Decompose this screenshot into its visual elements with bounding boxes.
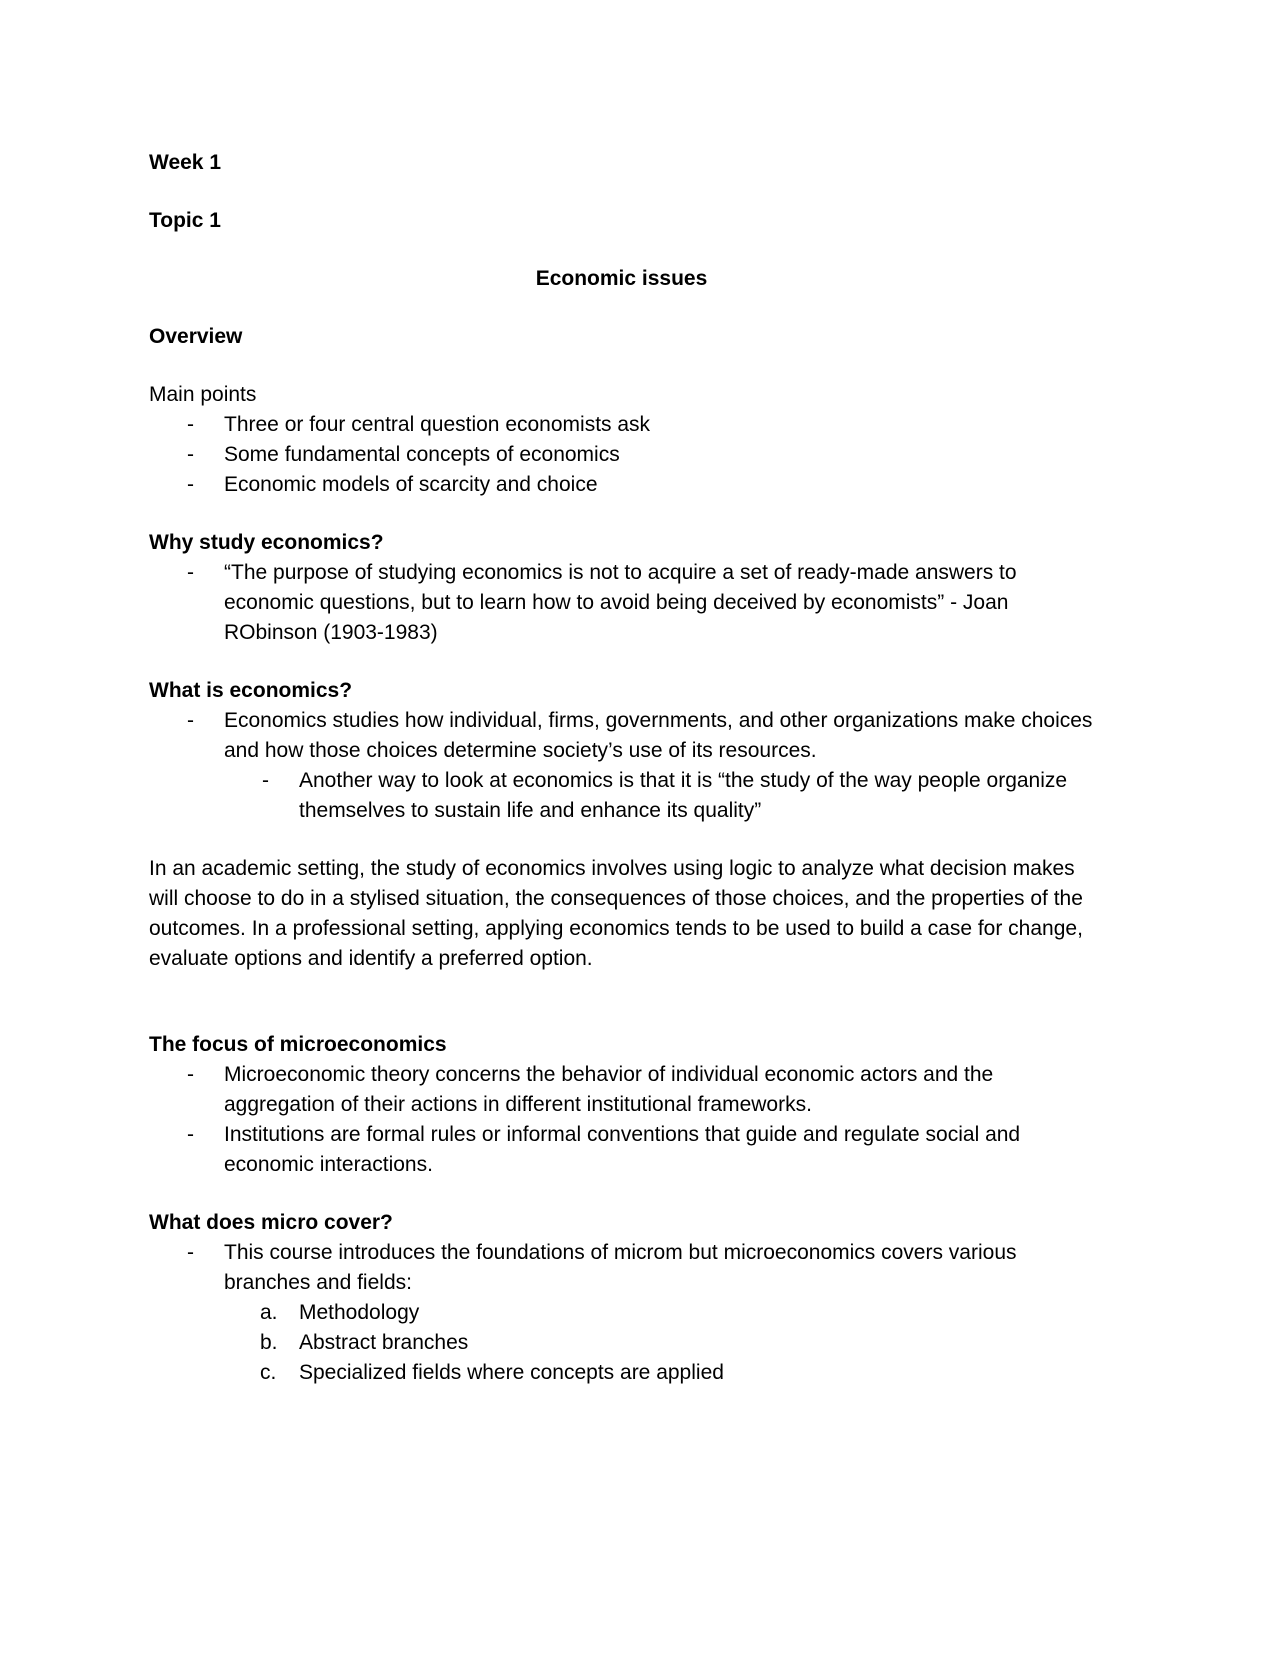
list-item: - Economics studies how individual, firms, governments, and other organizations make choices and how those choices determine society’s use of its resources. xyxy=(149,706,1094,766)
list-item: a. Methodology xyxy=(149,1298,1094,1328)
dash-marker: - xyxy=(262,769,269,792)
dash-marker: - xyxy=(187,443,194,466)
week-label: Week 1 xyxy=(149,151,221,174)
academic-paragraph: In an academic setting, the study of economics involves using logic to analyze what decision makes will choose to do in a stylised situation, the consequences of those choices, and the properties of the outcomes. In a professional setting, applying economics tends to be used to build a case for change, evaluate options and identify a preferred option. xyxy=(149,857,1083,970)
dash-marker: - xyxy=(187,473,194,496)
what-is-sublist xyxy=(149,766,1094,826)
main-points-list xyxy=(149,410,1094,500)
dash-marker: - xyxy=(187,1241,194,1264)
document-title: Economic issues xyxy=(535,267,708,290)
what-is-section xyxy=(149,676,1094,826)
focus-micro-heading: The focus of microeconomics xyxy=(149,1033,447,1056)
main-points-label: Main points xyxy=(149,383,257,406)
dash-marker: - xyxy=(187,413,194,436)
focus-micro-section xyxy=(149,1030,1094,1180)
overview-heading: Overview xyxy=(149,325,243,348)
topic-label: Topic 1 xyxy=(149,209,221,232)
list-marker: a. xyxy=(260,1301,278,1324)
list-item: - Economic models of scarcity and choice xyxy=(149,470,1094,500)
micro-cover-sublist xyxy=(149,1298,1094,1388)
why-study-heading: Why study economics? xyxy=(149,531,384,554)
dash-marker: - xyxy=(187,1123,194,1146)
list-item: - “The purpose of studying economics is not to acquire a set of ready-made answers to economic questions, but to learn how to avoid being deceived by economists” - Joan RObinson (1903-1983) xyxy=(149,558,1094,648)
overview-section xyxy=(149,322,1094,500)
micro-cover-list xyxy=(149,1238,1094,1298)
micro-cover-section xyxy=(149,1208,1094,1388)
list-item: - Some fundamental concepts of economics xyxy=(149,440,1094,470)
what-is-list xyxy=(149,706,1094,766)
list-marker: c. xyxy=(260,1361,277,1384)
list-item: - Another way to look at economics is that it is “the study of the way people organize themselves to sustain life and enhance its quality” xyxy=(149,766,1094,826)
dash-marker: - xyxy=(187,561,194,584)
document-page xyxy=(149,148,1094,1388)
why-study-section xyxy=(149,528,1094,648)
dash-marker: - xyxy=(187,709,194,732)
focus-micro-list xyxy=(149,1060,1094,1180)
list-item: - Institutions are formal rules or informal conventions that guide and regulate social and economic interactions. xyxy=(149,1120,1094,1180)
micro-cover-heading: What does micro cover? xyxy=(149,1211,393,1234)
list-item: b. Abstract branches xyxy=(149,1328,1094,1358)
list-item: - Three or four central question economists ask xyxy=(149,410,1094,440)
list-marker: b. xyxy=(260,1331,278,1354)
list-item: - This course introduces the foundations of microm but microeconomics covers various branches and fields: xyxy=(149,1238,1094,1298)
list-item: c. Specialized fields where concepts are applied xyxy=(149,1358,1094,1388)
dash-marker: - xyxy=(187,1063,194,1086)
what-is-heading: What is economics? xyxy=(149,679,353,702)
list-item: - Microeconomic theory concerns the behavior of individual economic actors and the aggregation of their actions in different institutional frameworks. xyxy=(149,1060,1094,1120)
why-study-list xyxy=(149,558,1094,648)
